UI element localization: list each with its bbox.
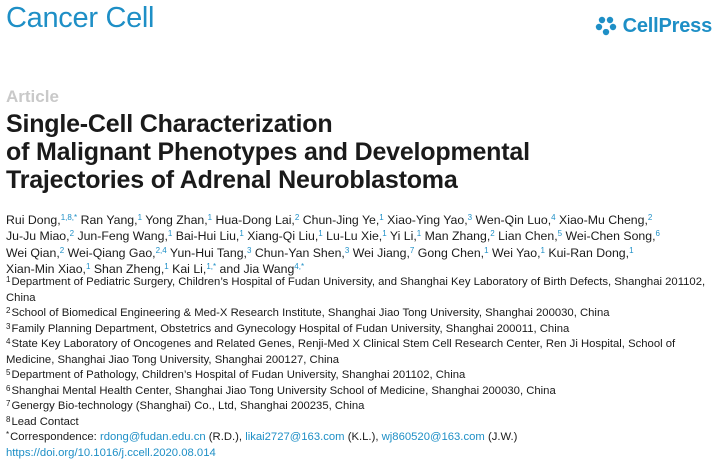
- affiliation-item: [6, 415, 718, 431]
- author-name: [247, 229, 323, 243]
- author-affiliation-mark[interactable]: 1,8,*: [61, 213, 77, 222]
- affiliation-number: 4: [6, 337, 10, 346]
- author-name-text: Wei-Qiang Gao,: [68, 246, 156, 260]
- correspondence: [6, 430, 718, 446]
- affiliation-item: [6, 399, 718, 415]
- author-name: [548, 246, 633, 260]
- author-affiliation-mark[interactable]: 3: [247, 246, 251, 255]
- author-name: [170, 246, 251, 260]
- author-name-text: Kui-Ran Dong,: [548, 246, 629, 260]
- author-name: [303, 213, 384, 227]
- author-name-text: Yun-Hui Tang,: [170, 246, 247, 260]
- author-name: [145, 213, 212, 227]
- author-affiliation-mark[interactable]: 2: [70, 229, 74, 238]
- author-name-text: Wei-Chen Song,: [566, 229, 656, 243]
- author-name: [94, 262, 169, 276]
- affiliations: [6, 275, 718, 461]
- affiliation-item: [6, 322, 718, 338]
- email-link[interactable]: wj860520@163.com: [382, 431, 485, 443]
- author-name: [6, 246, 64, 260]
- author-affiliation-mark[interactable]: 1: [239, 229, 243, 238]
- author-affiliation-mark[interactable]: 1: [417, 229, 421, 238]
- author-name-text: Hua-Dong Lai,: [216, 213, 295, 227]
- author-name-text: Chun-Yan Shen,: [255, 246, 345, 260]
- affiliation-text: Lead Contact: [11, 416, 78, 428]
- email-link[interactable]: rdong@fudan.edu.cn: [100, 431, 206, 443]
- affiliation-item: [6, 384, 718, 400]
- author-name: [176, 229, 244, 243]
- author-name-text: Yi Li,: [390, 229, 417, 243]
- affiliation-number: 2: [6, 306, 10, 315]
- author-name: [255, 246, 349, 260]
- author-name-text: Xiao-Mu Cheng,: [559, 213, 648, 227]
- author-name: [220, 262, 305, 276]
- author-affiliation-mark[interactable]: 3: [345, 246, 349, 255]
- author-name: [6, 229, 74, 243]
- affiliation-number: 3: [6, 322, 10, 331]
- journal-name: Cancer Cell: [6, 2, 154, 35]
- author-affiliation-mark[interactable]: 4: [551, 213, 555, 222]
- affiliation-text: Department of Pediatric Surgery, Children’s Hospital of Fudan University, and Shanghai Key Laboratory of Birth Defects, Shanghai 201102, China: [6, 276, 705, 304]
- author-affiliation-mark[interactable]: 1: [382, 229, 386, 238]
- title-line: of Malignant Phenotypes and Developmental: [6, 138, 706, 166]
- author-name: [172, 262, 216, 276]
- correspondence-initials: (J.W.): [488, 431, 518, 443]
- author-name: [476, 213, 556, 227]
- publisher-name: CellPress: [623, 15, 712, 38]
- author-name: [68, 246, 167, 260]
- correspondence-label: Correspondence:: [10, 431, 97, 443]
- author-affiliation-mark[interactable]: 3: [468, 213, 472, 222]
- title-line: Trajectories of Adrenal Neuroblastoma: [6, 166, 706, 194]
- author-affiliation-mark[interactable]: 1: [164, 262, 168, 271]
- correspondence-initials: (K.L.),: [348, 431, 379, 443]
- author-name-text: Chun-Jing Ye,: [303, 213, 380, 227]
- author-affiliation-mark[interactable]: 1: [138, 213, 142, 222]
- author-name: [353, 246, 415, 260]
- author-name-text: Ju-Ju Miao,: [6, 229, 70, 243]
- article-type: Article: [6, 87, 59, 107]
- affiliation-text: Shanghai Mental Health Center, Shanghai Jiao Tong University School of Medicine, Shanghai 200030, China: [11, 385, 555, 397]
- author-affiliation-mark[interactable]: 7: [410, 246, 414, 255]
- email-link[interactable]: likai2727@163.com: [245, 431, 344, 443]
- affiliation-text: Genergy Bio-technology (Shanghai) Co., Ltd, Shanghai 200235, China: [11, 400, 364, 412]
- author-name-text: Ran Yang,: [81, 213, 138, 227]
- author-name-text: Wei Yao,: [492, 246, 541, 260]
- author-name-text: Xiao-Ying Yao,: [387, 213, 467, 227]
- author-name: [6, 262, 90, 276]
- author-affiliation-mark[interactable]: 4,*: [294, 262, 304, 271]
- author-name: [390, 229, 421, 243]
- author-affiliation-mark[interactable]: 2,4: [156, 246, 167, 255]
- author-name-text: Bai-Hui Liu,: [176, 229, 240, 243]
- author-affiliation-mark[interactable]: 1,*: [206, 262, 216, 271]
- affiliation-text: State Key Laboratory of Oncogenes and Related Genes, Renji-Med X Clinical Stem Cell Research Center, Ren Ji Hospital, School of Medicine, Shanghai Jiao Tong University, Shanghai 200127, China: [6, 338, 675, 366]
- author-affiliation-mark[interactable]: 1: [168, 229, 172, 238]
- author-name-text: Wei Qian,: [6, 246, 60, 260]
- author-affiliation-mark[interactable]: 1: [629, 246, 633, 255]
- author-name-text: Jun-Feng Wang,: [77, 229, 167, 243]
- author-name-text: Rui Dong,: [6, 213, 61, 227]
- author-affiliation-mark[interactable]: 1: [318, 229, 322, 238]
- affiliation-number: 6: [6, 384, 10, 393]
- affiliation-number: 7: [6, 399, 10, 408]
- author-name: [492, 246, 545, 260]
- author-name-text: Xian-Min Xiao,: [6, 262, 86, 276]
- affiliation-text: School of Biomedical Engineering & Med-X Research Institute, Shanghai Jiao Tong University, Shanghai 200030, China: [11, 307, 609, 319]
- author-name: [559, 213, 652, 227]
- author-affiliation-mark[interactable]: 1: [86, 262, 90, 271]
- title-line: Single-Cell Characterization: [6, 110, 706, 138]
- author-affiliation-mark[interactable]: 2: [60, 246, 64, 255]
- author-affiliation-mark[interactable]: 1: [541, 246, 545, 255]
- author-name: [498, 229, 562, 243]
- author-name: [77, 229, 172, 243]
- affiliation-item: [6, 275, 718, 306]
- author-name-text: Man Zhang,: [425, 229, 491, 243]
- author-name: [216, 213, 300, 227]
- doi-link[interactable]: https://doi.org/10.1016/j.ccell.2020.08.014: [6, 446, 718, 461]
- author-name: [387, 213, 472, 227]
- affiliation-item: [6, 368, 718, 384]
- author-affiliation-mark[interactable]: 1: [379, 213, 383, 222]
- author-affiliation-mark[interactable]: 1: [484, 246, 488, 255]
- author-name-text: Shan Zheng,: [94, 262, 164, 276]
- author-name-text: Wei Jiang,: [353, 246, 410, 260]
- author-name: [418, 246, 489, 260]
- author-name: [566, 229, 660, 243]
- author-name: [6, 213, 77, 227]
- author-name: [425, 229, 495, 243]
- affiliation-number: 8: [6, 415, 10, 424]
- affiliation-number: 5: [6, 368, 10, 377]
- author-list: [6, 212, 718, 277]
- correspondence-initials: (R.D.),: [209, 431, 242, 443]
- author-affiliation-mark[interactable]: 5: [558, 229, 562, 238]
- cellpress-logo-icon: [594, 14, 618, 38]
- author-name-text: Kai Li,: [172, 262, 206, 276]
- affiliation-text: Family Planning Department, Obstetrics and Gynecology Hospital of Fudan University, Shanghai 200011, China: [11, 323, 569, 335]
- author-affiliation-mark[interactable]: 2: [490, 229, 494, 238]
- author-name-text: Lian Chen,: [498, 229, 557, 243]
- author-affiliation-mark[interactable]: 2: [648, 213, 652, 222]
- article-title: [6, 110, 706, 194]
- author-name: [81, 213, 142, 227]
- author-name-text: Xiang-Qi Liu,: [247, 229, 318, 243]
- affiliation-item: [6, 306, 718, 322]
- affiliation-number: 1: [6, 275, 10, 284]
- author-name-text: Yong Zhan,: [145, 213, 207, 227]
- affiliation-text: Department of Pathology, Children’s Hospital of Fudan University, Shanghai 201102, China: [11, 369, 465, 381]
- affiliation-item: [6, 337, 718, 368]
- publisher-logo: [594, 14, 712, 38]
- author-name-text: Lu-Lu Xie,: [326, 229, 382, 243]
- author-name-text: Gong Chen,: [418, 246, 484, 260]
- author-name: [326, 229, 387, 243]
- author-affiliation-mark[interactable]: 6: [656, 229, 660, 238]
- correspondence-mark: *: [6, 430, 9, 439]
- author-name-text: and Jia Wang: [220, 262, 295, 276]
- author-name-text: Wen-Qin Luo,: [476, 213, 552, 227]
- author-affiliation-mark[interactable]: 2: [295, 213, 299, 222]
- author-affiliation-mark[interactable]: 1: [208, 213, 212, 222]
